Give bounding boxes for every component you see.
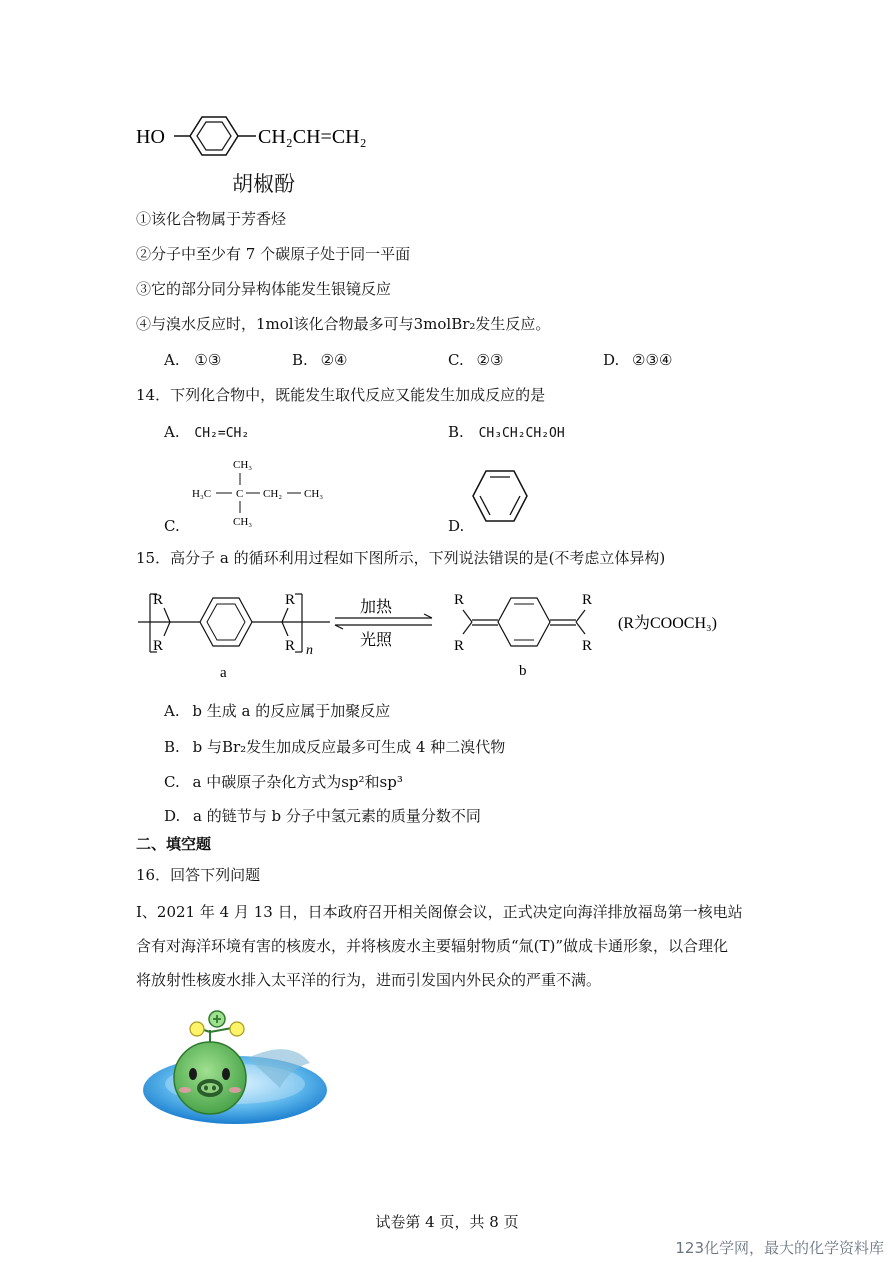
polymer-cycle-diagram <box>130 582 750 682</box>
svg-text:(R为COOCH₃): (R为COOCH₃) <box>618 615 717 632</box>
ethene-formula: CH₂=CH₂ <box>194 426 250 441</box>
svg-text:R: R <box>454 638 465 654</box>
option-letter: D. <box>603 351 620 369</box>
svg-text:C: C <box>236 488 244 500</box>
ho-group: HO <box>136 126 165 148</box>
q14-option-b[interactable] <box>448 422 565 444</box>
q16-paragraph-1: I、2021 年 4 月 13 日，日本政府召开相关阁僚会议，正式决定向海洋排放福岛第一核电站 <box>136 903 743 921</box>
allyl-group: CH₂CH=CH₂ <box>258 126 367 148</box>
q15-option-d[interactable] <box>164 806 481 826</box>
option-letter: A. <box>164 702 180 720</box>
q13-option-b[interactable] <box>292 350 347 370</box>
q16-paragraph-2: 含有对海洋环境有害的核废水，并将核废水主要辐射物质“氚(T)”做成卡通形象，以合理化 <box>136 937 729 955</box>
option-text: ②③④ <box>632 351 673 369</box>
statement-2: ②分子中至少有 7 个碳原子处于同一平面 <box>136 245 411 263</box>
svg-text:a: a <box>220 665 227 681</box>
statement-1: ①该化合物属于芳香烃 <box>136 210 287 228</box>
svg-text:R: R <box>153 592 164 608</box>
q13-option-c[interactable] <box>448 350 503 370</box>
q16-stem: 16．回答下列问题 <box>136 866 261 884</box>
svg-text:CH₃: CH₃ <box>233 459 253 471</box>
svg-text:CH₃: CH₃ <box>233 516 253 528</box>
option-text: ②③ <box>476 351 504 369</box>
option-text: a 中碳原子杂化方式为sp²和sp³ <box>192 773 403 791</box>
propanol-formula: CH₃CH₂CH₂OH <box>478 426 565 441</box>
dimethylbutane-structure <box>188 452 338 532</box>
option-letter: B. <box>164 738 180 756</box>
q14-option-a[interactable] <box>164 422 249 444</box>
option-letter: A. <box>164 423 180 441</box>
option-text: a 的链节与 b 分子中氢元素的质量分数不同 <box>193 807 481 825</box>
option-text: b 生成 a 的反应属于加聚反应 <box>192 702 391 720</box>
option-letter: C. <box>164 517 180 535</box>
watermark: 123化学网，最大的化学资料库 <box>675 1239 884 1257</box>
q14-stem: 14．下列化合物中，既能发生取代反应又能发生加成反应的是 <box>136 386 546 404</box>
option-letter: B. <box>292 351 308 369</box>
svg-text:CH₂: CH₂ <box>263 488 283 500</box>
q13-option-d[interactable] <box>603 350 672 370</box>
svg-text:R: R <box>285 638 296 654</box>
option-text: ②④ <box>320 351 348 369</box>
svg-text:b: b <box>519 663 527 679</box>
option-text: ①③ <box>194 351 222 369</box>
q15-option-c[interactable] <box>164 772 403 792</box>
q15-option-b[interactable] <box>164 737 505 757</box>
option-letter: C. <box>164 773 180 791</box>
svg-text:n: n <box>306 643 313 658</box>
svg-text:R: R <box>582 638 593 654</box>
tritium-mascot-image <box>140 1008 330 1128</box>
q15-stem: 15．高分子 a 的循环利用过程如下图所示，下列说法错误的是(不考虑立体异构) <box>136 549 666 567</box>
svg-text:加热: 加热 <box>360 599 393 616</box>
svg-text:R: R <box>582 592 593 608</box>
option-letter: D. <box>164 807 181 825</box>
section-title: 二、填空题 <box>136 835 212 853</box>
q15-option-a[interactable] <box>164 701 390 721</box>
benzene-ring <box>468 466 534 526</box>
svg-text:R: R <box>153 638 164 654</box>
hujiaofen-structure <box>130 105 410 165</box>
statement-4: ④与溴水反应时，1mol该化合物最多可与3molBr₂发生反应。 <box>136 315 551 333</box>
compound-name: 胡椒酚 <box>232 172 295 196</box>
q16-paragraph-3: 将放射性核废水排入太平洋的行为，进而引发国内外民众的严重不满。 <box>136 971 602 989</box>
svg-text:H₃C: H₃C <box>192 488 212 500</box>
svg-text:R: R <box>454 592 465 608</box>
statement-3: ③它的部分同分异构体能发生银镜反应 <box>136 280 392 298</box>
q14-option-d[interactable] <box>448 516 464 536</box>
svg-text:CH₃: CH₃ <box>304 488 324 500</box>
option-text: b 与Br₂发生加成反应最多可生成 4 种二溴代物 <box>192 738 506 756</box>
svg-text:R: R <box>285 592 296 608</box>
option-letter: A. <box>164 351 180 369</box>
option-letter: D. <box>448 517 465 535</box>
q14-option-c[interactable] <box>164 516 180 536</box>
svg-text:光照: 光照 <box>360 632 393 649</box>
option-letter: C. <box>448 351 464 369</box>
option-letter: B. <box>448 423 464 441</box>
q13-option-a[interactable] <box>164 350 221 370</box>
page-footer: 试卷第 4 页，共 8 页 <box>375 1213 519 1231</box>
